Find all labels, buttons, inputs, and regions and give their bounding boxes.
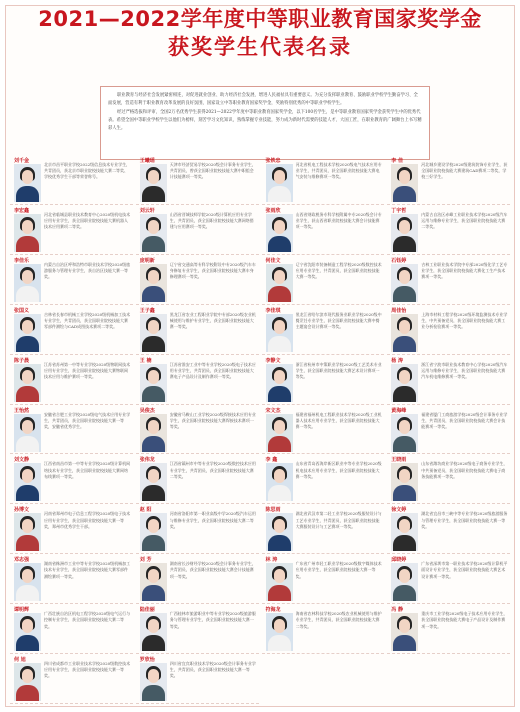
student-description: 广东省广州市轻工职业学校2020级数字媒体技术应用专业学生，获全国职业院校技能大赛一等奖。 bbox=[295, 561, 382, 579]
student-photo bbox=[14, 164, 41, 202]
student-name: 刘文静 bbox=[14, 457, 30, 464]
student-card bbox=[262, 555, 385, 604]
student-description: 浙江省杭州市中策职业学校2020级工艺美术专业学生，获全国职业院校技能大赛艺术设计赛项一等奖。 bbox=[295, 361, 382, 380]
photo-face bbox=[148, 270, 159, 284]
student-description: 江苏省苏州第一中等专业学校2020级物联网技术应用专业学生，获全国职业院校技能大赛物联网技术应用与维护赛项一等奖。 bbox=[44, 361, 131, 380]
photo-body bbox=[142, 535, 165, 551]
student-card bbox=[136, 306, 259, 355]
student-photo bbox=[266, 563, 293, 601]
photo-body bbox=[16, 286, 39, 302]
student-card bbox=[10, 406, 133, 455]
student-card bbox=[10, 156, 133, 205]
photo-face bbox=[274, 569, 285, 583]
student-name: 罗欣怡 bbox=[139, 657, 155, 664]
photo-face bbox=[399, 220, 410, 234]
photo-face bbox=[22, 420, 33, 434]
student-name: 周佳怡 bbox=[391, 307, 407, 314]
student-description: 福建省厦门工商旅游学校2020级会计事务专业学生，共青团员，获全国职业院校技能大赛会计技能赛项一等奖。 bbox=[421, 411, 508, 429]
student-photo bbox=[391, 513, 418, 551]
student-description: 河南省洛阳市第一职业高级中学2020级汽车运用与维修专业学生，获全国职业院校技能大赛二等奖。 bbox=[169, 511, 256, 529]
student-photo bbox=[391, 563, 418, 601]
student-description: 湖北省武汉市第二轻工业学校2020级服装设计与工艺专业学生，共青团员，获全国职业院校技能大赛服装设计与工艺赛项一等奖。 bbox=[295, 511, 382, 529]
student-card bbox=[10, 356, 133, 405]
student-card bbox=[136, 655, 259, 704]
photo-face bbox=[399, 569, 410, 583]
student-photo bbox=[14, 414, 41, 452]
student-name: 张铁忠 bbox=[265, 158, 281, 164]
student-card bbox=[262, 156, 385, 205]
student-description: 山西省财政税务专科学校附属中专2020级会计专业学生，获山西省职业院校技能大赛会计技能赛项一等奖。 bbox=[295, 211, 382, 230]
student-photo bbox=[140, 663, 167, 701]
photo-body bbox=[16, 386, 39, 402]
student-card bbox=[387, 206, 510, 255]
student-name: 刘 芳 bbox=[139, 557, 152, 564]
student-card bbox=[262, 455, 385, 504]
student-description: 北京市昌平职业学校2022级信息技术专业学生，共青团员，获北京市职业院校技能大赛二等奖、学校优秀学生干部等荣誉称号。 bbox=[44, 162, 131, 180]
student-photo bbox=[266, 364, 293, 402]
photo-body bbox=[142, 436, 165, 452]
photo-face bbox=[148, 469, 159, 483]
photo-face bbox=[148, 220, 159, 234]
student-card bbox=[262, 605, 385, 654]
student-card bbox=[10, 555, 133, 604]
student-name: 庞明新 bbox=[139, 257, 155, 264]
photo-face bbox=[148, 569, 159, 583]
photo-face bbox=[399, 370, 410, 384]
student-card bbox=[262, 306, 385, 355]
photo-body bbox=[142, 485, 165, 501]
student-name: 张伟龙 bbox=[139, 457, 155, 464]
student-description: 上海市材料工程学校2020级环境监测技术专业学生，中共预备党员，获全国职业院校技能大赛工业分析检验赛项一等奖。 bbox=[421, 311, 508, 330]
student-photo bbox=[266, 314, 293, 352]
photo-body bbox=[142, 685, 165, 701]
photo-body bbox=[393, 585, 416, 601]
student-name: 徐文婷 bbox=[391, 507, 407, 514]
student-photo bbox=[140, 314, 167, 352]
photo-body bbox=[393, 286, 416, 302]
student-photo bbox=[391, 463, 418, 501]
photo-face bbox=[274, 519, 285, 533]
student-card bbox=[136, 455, 259, 504]
photo-face bbox=[274, 370, 285, 384]
student-description: 辽宁省交通高等专科学校附设中专2020级汽车车身修复专业学生，获全国职业院校技能大赛车身修理赛项一等奖。 bbox=[169, 261, 256, 280]
student-photo bbox=[391, 214, 418, 252]
photo-face bbox=[22, 469, 33, 483]
student-description: 内蒙古自治区呼和浩特市职业技术学校2020级旅游服务与管理专业学生，获自治区技能大赛一等奖。 bbox=[44, 261, 131, 280]
student-photo bbox=[391, 364, 418, 402]
photo-body bbox=[16, 186, 39, 202]
photo-face bbox=[399, 619, 410, 633]
photo-body bbox=[142, 635, 165, 651]
student-card bbox=[262, 406, 385, 455]
photo-body bbox=[142, 186, 165, 202]
photo-body bbox=[268, 236, 291, 252]
student-description: 吉林省长春市机械工业学校2020级机械加工技术专业学生，共青团员，获全国职业院校技能大赛零部件测绘与CAD成图技术赛项二等奖。 bbox=[44, 311, 131, 330]
photo-face bbox=[22, 519, 33, 533]
photo-face bbox=[22, 370, 33, 384]
student-description: 湖北省宜昌市三峡中等专业学校2020级旅游服务与管理专业学生，获全国职业院校技能大赛一等奖。 bbox=[421, 511, 508, 529]
intro-paragraph: 经过严格选拔和评审，全国2万名优秀学生获得2021—2022学年度中等职业教育国家奖学金，以下100名学生，是中等职业教育国家奖学金获奖学生中的优秀代表。希望全国中等职业学校学生以他们为榜样，刻苦学习文化知识，熟练掌握专业技能，努力成为新时代需要的技能人才、大国工匠，在职业教育的广阔舞台上书写精彩人生。 bbox=[108, 110, 422, 131]
student-name: 何佳文 bbox=[265, 257, 281, 264]
student-description: 江苏省淮安工业中等专业学校2020级电子技术应用专业学生，共青团员，获全国职业院校技能大赛电子产品设计及制作赛项一等奖。 bbox=[169, 361, 256, 380]
photo-body bbox=[16, 336, 39, 352]
student-photo bbox=[14, 214, 41, 252]
photo-face bbox=[22, 270, 33, 284]
student-name: 刘千金 bbox=[14, 158, 30, 164]
student-card bbox=[387, 406, 510, 455]
photo-face bbox=[274, 270, 285, 284]
photo-body bbox=[393, 336, 416, 352]
student-card bbox=[387, 256, 510, 305]
student-photo bbox=[140, 563, 167, 601]
student-description: 福建省福州机电工程职业技术学校2020级工业机器人技术应用专业学生，获全国职业院校技能大赛一等奖。 bbox=[295, 411, 382, 429]
student-card bbox=[136, 256, 259, 305]
student-card bbox=[136, 555, 259, 604]
photo-face bbox=[22, 170, 33, 184]
photo-face bbox=[399, 270, 410, 284]
student-name: 丁宇哲 bbox=[391, 207, 407, 214]
student-name: 杨 涛 bbox=[391, 357, 403, 364]
student-name: 林 涛 bbox=[265, 557, 278, 564]
photo-body bbox=[268, 635, 291, 651]
student-description: 四川省宜宾职业技术学校2020级会计事务专业学生，共青团员，获全国职业院校技能大赛一等奖。 bbox=[169, 661, 256, 679]
student-photo bbox=[140, 613, 167, 651]
photo-body bbox=[268, 386, 291, 402]
photo-body bbox=[393, 186, 416, 202]
photo-body bbox=[142, 336, 165, 352]
student-photo bbox=[266, 613, 293, 651]
student-description: 广西壮族自治区机电工程学校2020级电气运行与控制专业学生，获全国职业院校技能大赛二等奖。 bbox=[44, 611, 131, 629]
student-name: 赵 阳 bbox=[139, 507, 152, 514]
student-name: 符海龙 bbox=[265, 607, 281, 614]
student-name: 刘云轩 bbox=[139, 207, 155, 214]
student-grid bbox=[10, 156, 510, 704]
student-description: 江西省南昌市第一中等专业学校2020级计算机网络技术专业学生，获全国职业院校技能大赛网络布线赛项一等奖。 bbox=[44, 461, 131, 479]
student-name: 石钰婷 bbox=[391, 257, 407, 264]
student-photo bbox=[140, 463, 167, 501]
intro-box bbox=[100, 86, 430, 160]
photo-body bbox=[393, 436, 416, 452]
photo-face bbox=[22, 320, 33, 334]
student-description: 山东省青岛西海岸新区职业中等专业学校2020级机电技术应用专业学生，获全国职业院校技能大赛一等奖。 bbox=[295, 461, 382, 479]
student-description: 天津市经济贸易学校2020级会计事务专业学生，共青团员，曾获全国职业院校技能大赛中职组会计技能赛项一等奖。 bbox=[169, 162, 256, 180]
student-description: 安徽省马鞍山工业学校2020级焊接技术应用专业学生，获全国职业院校技能大赛焊接技术赛项一等奖。 bbox=[169, 411, 256, 429]
student-card bbox=[262, 505, 385, 554]
page-title bbox=[0, 6, 520, 60]
photo-body bbox=[268, 535, 291, 551]
student-name: 李 佳 bbox=[391, 158, 403, 164]
student-photo bbox=[14, 513, 41, 551]
student-name: 黄海峰 bbox=[391, 407, 407, 414]
photo-face bbox=[399, 469, 410, 483]
photo-face bbox=[399, 170, 410, 184]
student-card bbox=[10, 455, 133, 504]
photo-face bbox=[399, 420, 410, 434]
student-photo bbox=[14, 314, 41, 352]
photo-body bbox=[393, 485, 416, 501]
student-photo bbox=[14, 663, 41, 701]
student-description: 黑龙江省农业工程职业学院中专部2020级农业机械使用与维护专业学生，获全国职业院校技能大赛一等奖。 bbox=[169, 311, 256, 330]
photo-body bbox=[16, 485, 39, 501]
student-description: 河南省郑州市电子信息工程学校2020级电子技术应用专业学生，获全国职业院校技能大赛一等奖，郑州市优秀学生干部。 bbox=[44, 511, 131, 529]
student-name: 张国义 bbox=[14, 307, 30, 314]
student-name: 王 楠 bbox=[139, 357, 152, 364]
student-photo bbox=[14, 264, 41, 302]
student-card bbox=[136, 156, 259, 205]
photo-body bbox=[142, 286, 165, 302]
photo-face bbox=[22, 619, 33, 633]
photo-body bbox=[268, 336, 291, 352]
photo-body bbox=[142, 585, 165, 601]
student-name: 王晓雨 bbox=[391, 457, 407, 464]
student-description: 吉林工业职业技术学院中专部2020级化学工艺专业学生，获全国职业院校技能大赛化工生产技术赛项一等奖。 bbox=[421, 261, 508, 280]
photo-body bbox=[393, 386, 416, 402]
student-card bbox=[387, 156, 510, 205]
student-name: 张雨欣 bbox=[265, 207, 281, 214]
student-photo bbox=[266, 414, 293, 452]
student-description: 安徽省合肥工业学校2020级电气技术应用专业学生，共青团员，获全国职业院校技能大赛一等奖，安徽省优秀学生。 bbox=[44, 411, 131, 429]
photo-face bbox=[148, 519, 159, 533]
student-photo bbox=[14, 613, 41, 651]
student-card bbox=[387, 555, 510, 604]
student-name: 李静文 bbox=[265, 357, 281, 364]
student-description: 山西省晋城技师学院2020级计算机应用专业学生，共青团员，获全国职业院校技能大赛网络搭建与应用赛项一等奖。 bbox=[169, 211, 254, 230]
student-card bbox=[136, 505, 259, 554]
student-card bbox=[136, 605, 259, 654]
student-name: 王子鑫 bbox=[139, 307, 155, 314]
photo-face bbox=[148, 370, 159, 384]
student-name: 冯 静 bbox=[391, 607, 403, 614]
student-photo bbox=[140, 414, 167, 452]
photo-face bbox=[274, 170, 285, 184]
student-photo bbox=[391, 314, 418, 352]
student-description: 辽宁省沈阳市装备制造工程学校2020级数控技术应用专业学生，共青团员，获全国职业院校技能大赛一等奖。 bbox=[295, 261, 382, 280]
student-card bbox=[10, 206, 133, 255]
student-card bbox=[10, 256, 133, 305]
student-name: 孙博文 bbox=[14, 507, 30, 514]
student-name: 李 鑫 bbox=[265, 457, 278, 464]
student-photo bbox=[14, 463, 41, 501]
student-name: 王怡然 bbox=[14, 407, 30, 414]
photo-body bbox=[16, 685, 39, 701]
student-description: 广东省深圳市第一职业技术学校2020级计算机平面设计专业学生，获全国职业院校技能大赛艺术设计赛项一等奖。 bbox=[421, 561, 508, 579]
title-line-2: 获奖学生代表名录 bbox=[168, 35, 352, 59]
student-card bbox=[136, 356, 259, 405]
student-photo bbox=[391, 414, 418, 452]
photo-body bbox=[16, 585, 39, 601]
student-description: 河北省临城县职业技术教育中心2020级机电技术应用专业学生，获全国职业院校技能大赛机器人技术应用赛项二等奖。 bbox=[44, 211, 131, 230]
student-card bbox=[136, 206, 259, 255]
student-name: 李佳琪 bbox=[265, 307, 281, 314]
student-name: 李宏鑫 bbox=[14, 207, 30, 214]
student-card bbox=[10, 306, 133, 355]
student-description: 山东省潍坊商业学校2020级电子商务专业学生，中共预备党员，获全国职业院校技能大赛电子商务技能赛项一等奖。 bbox=[421, 461, 508, 479]
student-description: 海南省农林科技学校2020级农业机械使用与维护专业学生，共青团员，获全国职业院校技能大赛二等奖。 bbox=[295, 611, 382, 629]
student-photo bbox=[266, 264, 293, 302]
student-description: 浙江省宁波市职业技术教育中心学校2020级汽车运用与维修专业学生，获全国职业院校技能大赛汽车机电维修赛项一等奖。 bbox=[421, 361, 508, 380]
student-card bbox=[262, 356, 385, 405]
photo-face bbox=[22, 220, 33, 234]
student-photo bbox=[266, 214, 293, 252]
student-card bbox=[10, 655, 133, 704]
student-description: 江西省赣州市中等专业学校2020级数控技术应用专业学生，共青团员，获全国职业院校技能大赛二等奖。 bbox=[169, 461, 256, 479]
photo-body bbox=[393, 635, 416, 651]
student-photo bbox=[140, 214, 167, 252]
student-name: 邱晓婷 bbox=[391, 557, 407, 564]
student-card bbox=[136, 406, 259, 455]
student-card bbox=[387, 605, 510, 654]
photo-face bbox=[399, 320, 410, 334]
photo-body bbox=[268, 485, 291, 501]
student-description: 河北城乡建设学校2020级建筑装饰专业学生，获全国职业院校技能大赛建筑CAD赛项二等奖，学校三好学生。 bbox=[421, 162, 508, 180]
photo-body bbox=[16, 535, 39, 551]
photo-face bbox=[274, 320, 285, 334]
photo-face bbox=[274, 220, 285, 234]
student-card bbox=[387, 306, 510, 355]
student-name: 陈子晨 bbox=[14, 357, 30, 364]
student-name: 邓志强 bbox=[14, 557, 30, 564]
photo-body bbox=[268, 186, 291, 202]
student-name: 吴俊杰 bbox=[139, 407, 155, 414]
student-name: 陆佳丽 bbox=[139, 607, 155, 614]
photo-face bbox=[22, 669, 33, 683]
student-card bbox=[262, 256, 385, 305]
student-name: 谭明辉 bbox=[14, 607, 30, 614]
student-name: 陈思雨 bbox=[265, 507, 281, 514]
photo-body bbox=[142, 236, 165, 252]
photo-body bbox=[16, 436, 39, 452]
photo-face bbox=[274, 619, 285, 633]
student-card bbox=[262, 206, 385, 255]
student-name: 李佳乐 bbox=[14, 257, 30, 264]
student-name: 王曦瑶 bbox=[139, 158, 155, 164]
student-description: 四川省成都市工业职业技术学校2020级数控技术应用专业学生，获全国职业院校技能大赛一等奖。 bbox=[44, 661, 131, 679]
title-line-1: 2021—2022学年度中等职业教育国家奖学金 bbox=[38, 7, 482, 31]
photo-face bbox=[22, 569, 33, 583]
student-photo bbox=[140, 513, 167, 551]
photo-face bbox=[148, 619, 159, 633]
photo-body bbox=[16, 236, 39, 252]
photo-face bbox=[148, 420, 159, 434]
student-photo bbox=[140, 364, 167, 402]
photo-body bbox=[268, 585, 291, 601]
student-photo bbox=[391, 164, 418, 202]
student-card bbox=[387, 356, 510, 405]
photo-body bbox=[268, 436, 291, 452]
photo-face bbox=[399, 519, 410, 533]
student-card bbox=[387, 505, 510, 554]
intro-paragraph: 职业教育与经济社会发展紧密相连，对促进就业创业、助力经济社会发展、增进人民福祉具有重要意义。为充分发挥职业教育、鼓励职业学校学生勤奋学习、全面发展，营造有利于职业教育改革发展的良好氛围，国家设立中等职业教育国家奖学金，奖励特别优秀的中等职业学校学生。 bbox=[108, 93, 418, 106]
photo-body bbox=[142, 386, 165, 402]
student-photo bbox=[14, 563, 41, 601]
photo-body bbox=[268, 286, 291, 302]
student-photo bbox=[266, 463, 293, 501]
student-description: 河北省机电工程技术学校2020级电气技术应用专业学生，共青团员，获全国职业院校技能大赛电气安装与维修赛项一等奖。 bbox=[295, 162, 382, 180]
photo-body bbox=[16, 635, 39, 651]
student-photo bbox=[391, 613, 418, 651]
student-photo bbox=[14, 364, 41, 402]
student-name: 何 旭 bbox=[14, 657, 26, 664]
student-description: 黑龙江省哈尔滨市现代服务业职业学校2020级中餐烹饪专业学生，获全国职业院校技能大赛中餐主题宴会设计赛项一等奖。 bbox=[295, 311, 382, 330]
student-description: 重庆市工业学校2020级电子技术应用专业学生，获全国职业院校技能大赛电子产品设计及制作赛项一等奖。 bbox=[421, 611, 508, 629]
student-photo bbox=[266, 513, 293, 551]
student-card bbox=[387, 455, 510, 504]
student-description: 广西桂林市旅游职业中等专业学校2020级旅游服务与管理专业学生，获全国职业院校技能大赛一等奖。 bbox=[169, 611, 256, 629]
photo-face bbox=[274, 420, 285, 434]
photo-face bbox=[148, 320, 159, 334]
photo-body bbox=[393, 236, 416, 252]
student-photo bbox=[140, 264, 167, 302]
student-name: 宋文杰 bbox=[265, 407, 281, 414]
student-card bbox=[10, 605, 133, 654]
student-photo bbox=[391, 264, 418, 302]
student-photo bbox=[266, 164, 293, 202]
student-photo bbox=[140, 164, 167, 202]
photo-face bbox=[148, 669, 159, 683]
photo-face bbox=[148, 170, 159, 184]
student-card bbox=[10, 505, 133, 554]
student-description: 湖南省长沙财经学校2020级会计事务专业学生，共青团员，获全国职业院校技能大赛会计技能赛项一等奖。 bbox=[169, 561, 256, 579]
student-description: 内蒙古自治区赤峰工业职业技术学校2020级汽车运用与维修专业学生，获全国职业院校技能大赛二等奖。 bbox=[421, 211, 508, 230]
student-description: 湖南省株洲市工业中等专业学校2020级机械加工技术专业学生，获全国职业院校技能大赛零部件测绘赛项一等奖。 bbox=[44, 561, 131, 579]
photo-face bbox=[274, 469, 285, 483]
photo-body bbox=[393, 535, 416, 551]
